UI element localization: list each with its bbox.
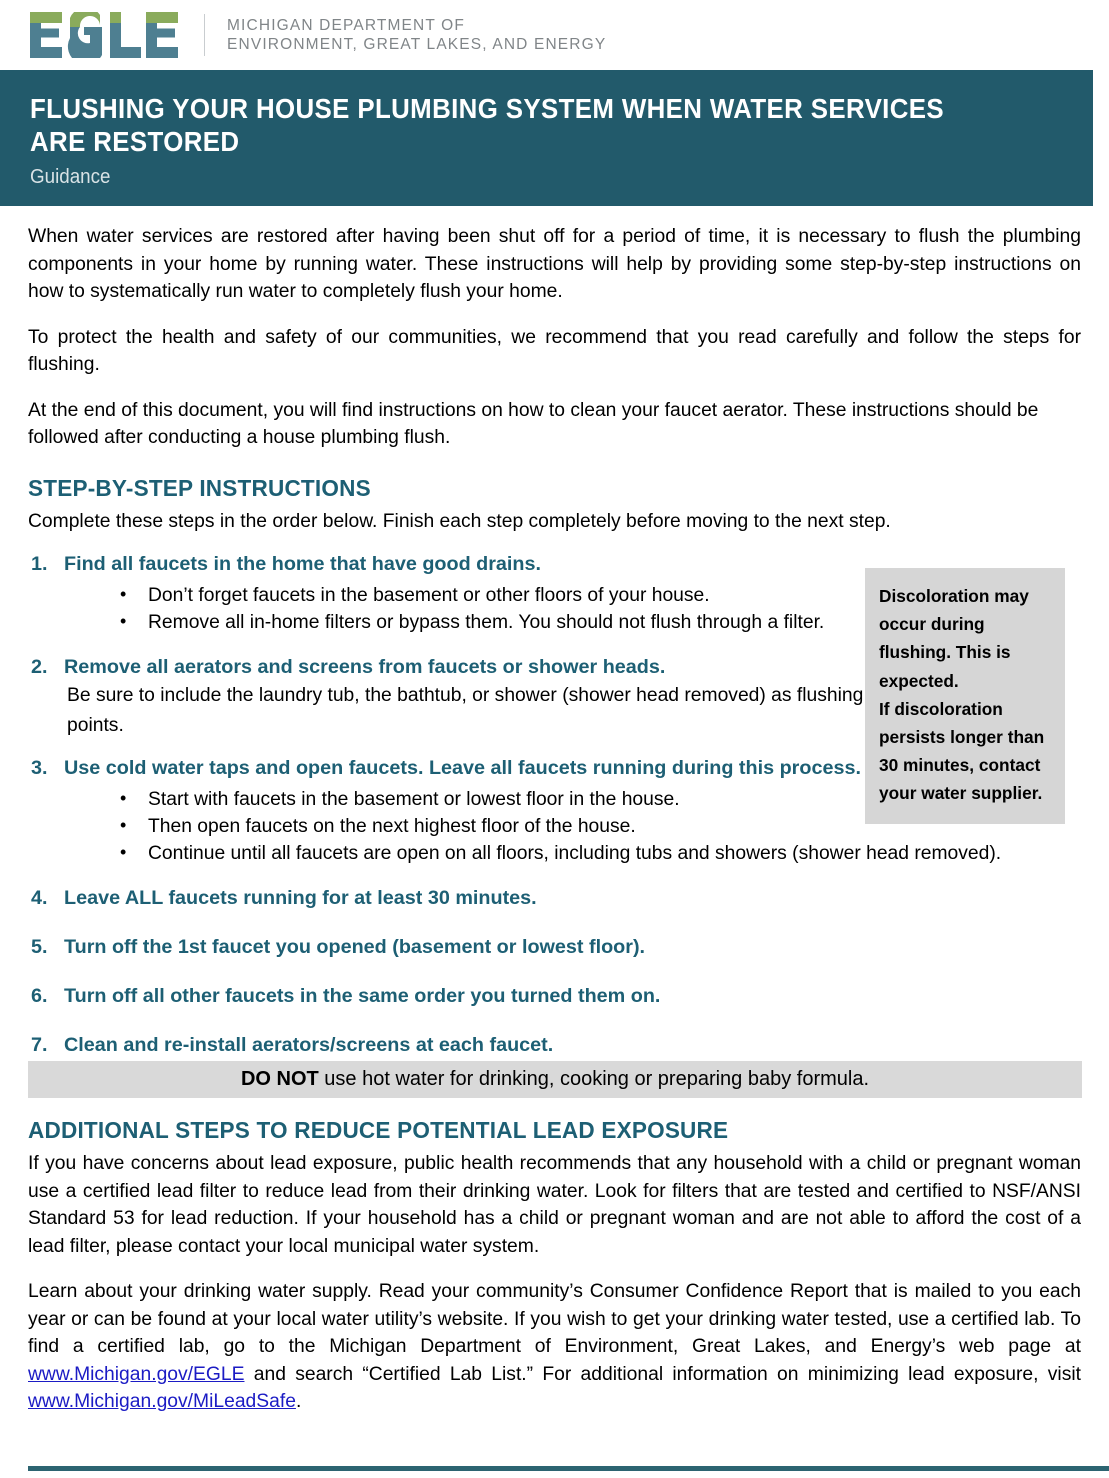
- steps-section-intro: Complete these steps in the order below. Finish each step completely before moving to the next step.: [28, 510, 891, 532]
- intro-section: [28, 206, 1081, 452]
- lead-paragraph-2-part-2: and search “Certified Lab List.” For additional information on minimizing lead exposure, visit: [244, 1363, 1081, 1385]
- intro-paragraph-3: At the end of this document, you will find instructions on how to clean your faucet aerator. These instructions should be followed after conducting a house plumbing flush.: [28, 399, 1039, 448]
- step-number: 1.: [31, 553, 48, 575]
- step-title: Turn off all other faucets in the same order you turned them on.: [64, 985, 661, 1007]
- step-number: 7.: [31, 1034, 48, 1056]
- egle-wordmark-logo: [30, 12, 178, 58]
- lead-paragraph-2: [28, 1278, 1081, 1416]
- do-not-text: use hot water for drinking, cooking or preparing baby formula.: [318, 1068, 870, 1090]
- list-item: • Remove all in-home filters or bypass them. You should not flush through a filter.: [28, 609, 1081, 636]
- lead-paragraph-2-part-1: Learn about your drinking water supply. Read your community’s Consumer Confidence Report that is mailed to you each year or can be found at your local water utility’s website. If you wish to get your drinking water tested, use a certified lab. To find a certified lab, go to the Michigan Department of Environment, Great Lakes, and Energy’s web page at: [28, 1281, 1081, 1357]
- intro-paragraph-2: To protect the health and safety of our communities, we recommend that you read carefully and follow the steps for flushing.: [28, 326, 1081, 375]
- step-item: [28, 1032, 1081, 1059]
- step-number: 3.: [31, 757, 48, 779]
- step-title: Clean and re-install aerators/screens at each faucet.: [64, 1034, 554, 1056]
- step-number: 4.: [31, 887, 48, 909]
- do-not-warning-banner: [28, 1061, 1082, 1098]
- step-title: Remove all aerators and screens from faucets or shower heads.: [64, 656, 666, 678]
- callout-line-2: If discoloration persists longer than 30 minutes, contact your water supplier.: [879, 698, 1045, 804]
- document-title-banner: [0, 70, 1093, 206]
- intro-paragraph-1: When water services are restored after having been shut off for a period of time, it is necessary to flush the plumbing components in your home by running water. These instructions will help by providing some step-by-step instructions on how to systematically run water to completely flush your home.: [28, 226, 1081, 302]
- page-subtitle: Guidance: [30, 166, 111, 188]
- egle-website-link[interactable]: www.Michigan.gov/EGLE: [28, 1363, 245, 1385]
- step-number: 6.: [31, 985, 48, 1007]
- step-title: Leave ALL faucets running for at least 30 minutes.: [64, 887, 537, 909]
- step-item: [28, 934, 1081, 961]
- list-item: • Don’t forget faucets in the basement or other floors of your house.: [28, 582, 1081, 609]
- do-not-emphasis: DO NOT: [240, 1068, 319, 1090]
- step-number: 5.: [31, 936, 48, 958]
- department-name: [227, 16, 606, 54]
- masthead: [0, 0, 1109, 70]
- page-title: FLUSHING YOUR HOUSE PLUMBING SYSTEM WHEN WATER SERVICES ARE RESTORED: [30, 93, 945, 157]
- department-line-1: MICHIGAN DEPARTMENT OF: [227, 17, 466, 34]
- step-note: Be sure to include the laundry tub, the bathtub, or shower (shower head removed) as flushing points.: [67, 685, 864, 736]
- footer-rule: [28, 1466, 1109, 1471]
- step-item: [28, 885, 1081, 912]
- callout-line-1: Discoloration may occur during flushing. This is expected.: [879, 586, 1029, 691]
- step-item: [28, 983, 1081, 1010]
- steps-section-heading: STEP-BY-STEP INSTRUCTIONS: [28, 474, 371, 501]
- lead-paragraph-1: If you have concerns about lead exposure, public health recommends that any household with a child or pregnant woman use a certified lead filter to reduce lead from their drinking water. Look for filters that are tested and certified to NSF/ANSI Standard 53 for lead reduction. If your household has a child or pregnant woman and are not able to afford the cost of a lead filter, please contact your local municipal water system.: [28, 1153, 1081, 1257]
- step-title: Find all faucets in the home that have good drains.: [64, 553, 542, 575]
- document-body: [0, 206, 1109, 1416]
- discoloration-callout-box: [865, 568, 1065, 824]
- mileadsafe-website-link[interactable]: www.Michigan.gov/MiLeadSafe: [28, 1391, 296, 1412]
- list-item: • Continue until all faucets are open on all floors, including tubs and showers (shower head removed).: [28, 840, 1081, 867]
- list-item: • Then open faucets on the next highest floor of the house.: [28, 813, 1081, 840]
- step-title: Turn off the 1st faucet you opened (basement or lowest floor).: [64, 936, 646, 958]
- step-title: Use cold water taps and open faucets. Leave all faucets running during this process.: [64, 757, 861, 779]
- department-line-2: ENVIRONMENT, GREAT LAKES, AND ENERGY: [227, 36, 607, 53]
- masthead-divider: [204, 14, 205, 56]
- list-item: • Start with faucets in the basement or lowest floor in the house.: [28, 786, 1081, 813]
- lead-section-heading: ADDITIONAL STEPS TO REDUCE POTENTIAL LEAD EXPOSURE: [28, 1117, 729, 1143]
- lead-paragraph-2-part-3: .: [295, 1391, 302, 1412]
- step-number: 2.: [31, 656, 48, 678]
